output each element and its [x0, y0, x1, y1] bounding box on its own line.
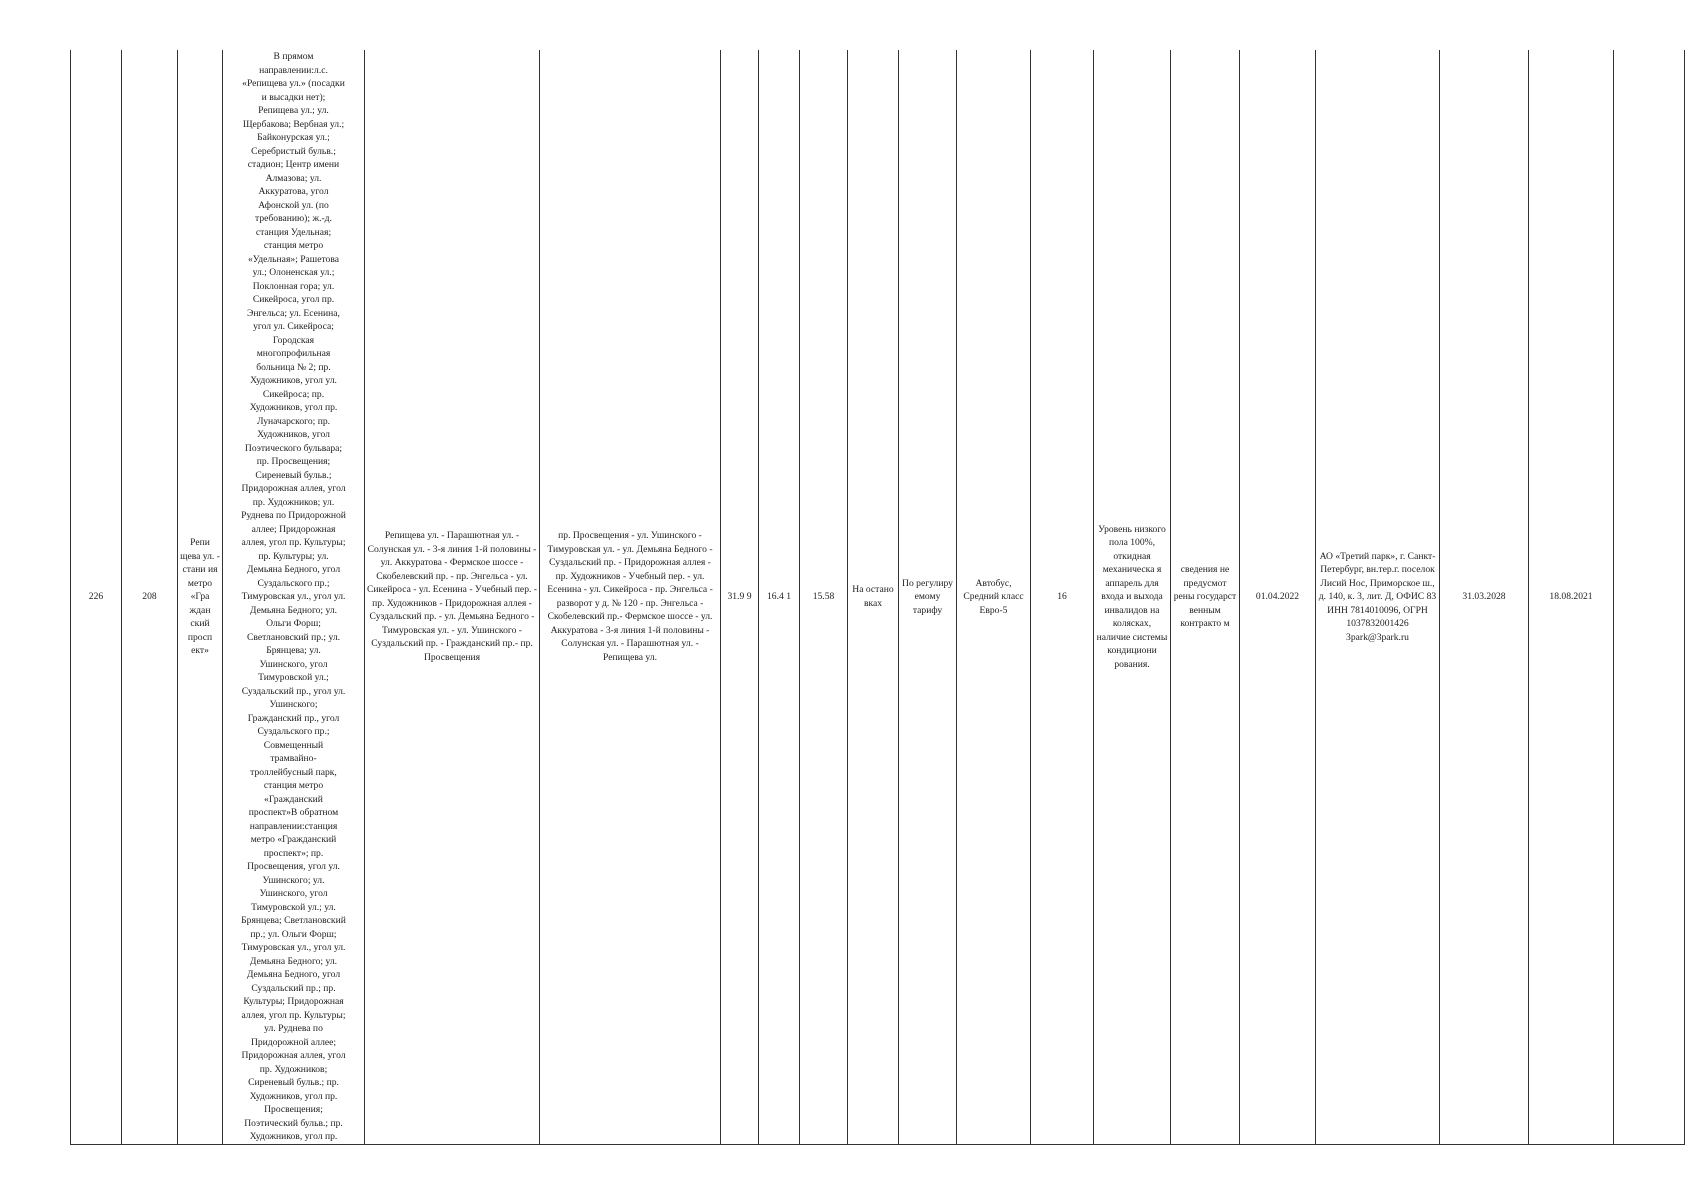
- stop-line: Просвещения;: [264, 1104, 323, 1115]
- stops-list: [223, 50, 365, 1144]
- route-name: Репи щева ул. - стани ия метро «Гра ждан ский просп ект»: [178, 50, 223, 1144]
- stop-line: Поклонная гора; ул.: [252, 280, 335, 292]
- tariff-type: По регулиру емому тарифу: [899, 50, 957, 1144]
- table-row: [71, 50, 1685, 1144]
- stop-line: Серебристый бульв.;: [251, 145, 336, 157]
- stop-line: Сиреневый бульв.;: [255, 469, 332, 481]
- stop-line: Тимуровской ул.;: [258, 672, 329, 683]
- stop-line: аллея, угол пр. Культуры;: [241, 537, 346, 548]
- stop-line: Ушинского; ул.: [262, 874, 325, 886]
- streets-forward: Репищева ул. - Парашютная ул. - Солунская ул. - 3-я линия 1-й половины - ул. Аккуратова - Фермское шоссе - Скобелевский пр. - пр. Энгельса - ул. Сикейроса - ул. Есенина - Учебный пер. - пр. Художников - Придорожная аллея - Суздальский пр. - ул. Демьяна Бедного - Тимуровская ул. - ул. Ушинского - Суздальский пр. - Гражданский пр.- пр. Просвещения: [365, 50, 540, 1144]
- stop-line: Художников, угол: [257, 429, 330, 440]
- stop-line: Репищева ул.; ул.: [258, 105, 329, 116]
- stop-line: «Удельная»; Рашетова: [248, 253, 339, 265]
- stop-line: требованию); ж.-д.: [255, 213, 332, 224]
- stop-line: Алмазова; ул.: [265, 172, 322, 184]
- stop-line: Тимуровской ул.; ул.: [251, 901, 336, 913]
- route-register-table: [70, 50, 1685, 1145]
- end-date: 31.03.2028: [1440, 50, 1529, 1144]
- stop-line: проспект»; пр.: [263, 847, 324, 859]
- stop-line: многопрофильная: [256, 348, 331, 359]
- stop-order: На остано вках: [848, 50, 899, 1144]
- stop-line: Просвещения, угол ул.: [247, 861, 340, 872]
- stop-line: Аккуратова, угол: [258, 186, 329, 197]
- length-forward: 31.9 9: [721, 50, 759, 1144]
- stop-line: Демьяна Бедного, угол: [246, 564, 341, 575]
- stop-line: Ушинского, угол: [259, 658, 328, 670]
- stop-line: Руднева по Придорожной: [241, 510, 346, 521]
- stop-line: Художников, угол пр.: [249, 1090, 338, 1102]
- stop-line: Байконурская ул.;: [257, 132, 330, 143]
- stop-line: Поэтического бульвара;: [244, 442, 343, 454]
- stop-line: Тимуровская ул., угол ул.: [241, 942, 346, 953]
- stop-line: ул. Руднева по: [264, 1023, 323, 1034]
- stop-line: Ушинского;: [269, 699, 318, 710]
- stop-line: Луначарского; пр.: [256, 415, 331, 427]
- stop-line: стадион; Центр имени: [247, 159, 340, 170]
- stop-line: Суздальского пр.;: [257, 577, 330, 589]
- empty-cell: [1614, 50, 1685, 1144]
- start-date: 01.04.2022: [1240, 50, 1316, 1144]
- stop-line: Гражданский пр., угол: [247, 712, 340, 724]
- stop-line: пр. Культуры; ул.: [258, 550, 329, 562]
- stop-line: аллее; Придорожная: [251, 523, 336, 535]
- length-backward: 16.4 1: [759, 50, 800, 1144]
- stop-line: «Репищева ул.» (посадки: [242, 78, 345, 89]
- contract-info: сведения не предусмот рены государст венным контракто м: [1171, 50, 1240, 1144]
- stop-line: и высадки нет);: [261, 91, 326, 103]
- stop-line: Щербакова; Вербная ул.;: [242, 118, 345, 130]
- stop-line: Афонской ул. (по: [258, 199, 329, 211]
- stop-line: Суздальский пр., угол ул.: [241, 685, 346, 697]
- stop-line: направлении:л.с.: [259, 64, 328, 76]
- vehicle-count: 16: [1031, 50, 1094, 1144]
- stop-line: Ольги Форш;: [266, 618, 321, 629]
- carrier-info: АО «Третий парк», г. Санкт-Петербург, вн.тер.г. поселок Лисий Нос, Приморское ш., д. 140, к. 3, лит. Д, ОФИС 83 ИНН 7814010096, ОГРН 1037832001426 3park@3park.ru: [1316, 50, 1440, 1144]
- streets-backward: пр. Просвещения - ул. Ушинского - Тимуровская ул. - ул. Демьяна Бедного - Суздальский пр. - Придорожная аллея - пр. Художников - Учебный пер. - ул. Есенина - ул. Сикейроса - пр. Энгельса - разворот у д. № 120 - пр. Энгельса - Скобелевский пр.- Фермское шоссе - ул. Аккуратова - 3-я линия 1-й половины - Солунская ул. - Парашютная ул. - Репищева ул.: [540, 50, 721, 1144]
- stop-line: Светлановский пр.; ул.: [246, 631, 341, 643]
- stop-line: Ушинского, угол: [259, 888, 328, 899]
- stop-line: больница № 2; пр.: [256, 361, 331, 373]
- vehicle-type: Автобус, Средний класс Евро-5: [957, 50, 1031, 1144]
- stop-line: Сиреневый бульв.; пр.: [248, 1077, 339, 1088]
- stop-line: станция метро: [263, 240, 324, 251]
- stop-line: Демьяна Бедного, угол: [246, 969, 341, 980]
- stop-line: Придорожная аллея, угол: [241, 483, 346, 494]
- stop-line: направлении:станция: [249, 820, 338, 832]
- stop-line: Суздальского пр.;: [257, 726, 330, 737]
- stop-line: Демьяна Бедного; ул.: [249, 604, 338, 616]
- stop-line: пр.; ул. Ольги Форш;: [250, 928, 337, 940]
- stop-line: Совмещенный: [263, 739, 324, 751]
- stop-line: ул.; Олоненская ул.;: [252, 267, 335, 278]
- stop-line: аллея, угол пр. Культуры;: [241, 1009, 346, 1021]
- stop-line: «Гражданский: [264, 793, 323, 805]
- stop-line: Культуры; Придорожная: [243, 996, 344, 1007]
- stop-line: Брянцева; ул.: [266, 645, 321, 656]
- stop-line: Городская: [272, 334, 315, 346]
- stop-line: станция метро: [263, 780, 324, 791]
- stop-line: пр. Просвещения;: [256, 456, 331, 467]
- route-number: 208: [122, 50, 178, 1144]
- stop-line: Брянцева; Светлановский: [241, 915, 346, 926]
- stop-line: метро «Гражданский: [250, 834, 337, 845]
- stop-line: Сикейроса, угол пр.: [252, 294, 335, 305]
- stop-line: Тимуровская ул., угол ул.: [241, 591, 346, 602]
- stop-line: пр. Художников; ул.: [252, 496, 335, 508]
- stop-line: Поэтический бульв.; пр.: [244, 1117, 343, 1129]
- vehicle-features: Уровень низкого пола 100%, откидная механическа я аппарель для входа и выхода инвалидов на колясках, наличие системы кондициони рования.: [1094, 50, 1171, 1144]
- stop-line: угол ул. Сикейроса;: [253, 321, 334, 332]
- registration-number: 226: [71, 50, 122, 1144]
- stop-line: Суздальский пр.; пр.: [251, 982, 336, 994]
- stop-line: Художников, угол пр.: [249, 402, 338, 413]
- stop-line: станция Удельная;: [255, 226, 332, 238]
- stop-line: проспект»В обратном: [248, 807, 339, 818]
- stop-line: Придорожной аллее;: [250, 1036, 337, 1048]
- change-date: 18.08.2021: [1529, 50, 1614, 1144]
- stop-line: Сикейроса; пр.: [262, 388, 325, 400]
- stop-line: Художников, угол ул.: [250, 375, 337, 386]
- stop-line: троллейбусный парк,: [250, 766, 337, 778]
- stop-line: В прямом: [273, 51, 314, 62]
- stop-line: пр. Художников;: [259, 1063, 328, 1075]
- route-length: 15.58: [800, 50, 848, 1144]
- stop-line: трамвайно-: [270, 753, 317, 764]
- stop-line: Энгельса; ул. Есенина,: [247, 307, 340, 319]
- stop-line: Придорожная аллея, угол: [241, 1050, 346, 1061]
- stop-line: Художников, угол пр.: [249, 1131, 338, 1142]
- stop-line: Демьяна Бедного; ул.: [249, 955, 338, 967]
